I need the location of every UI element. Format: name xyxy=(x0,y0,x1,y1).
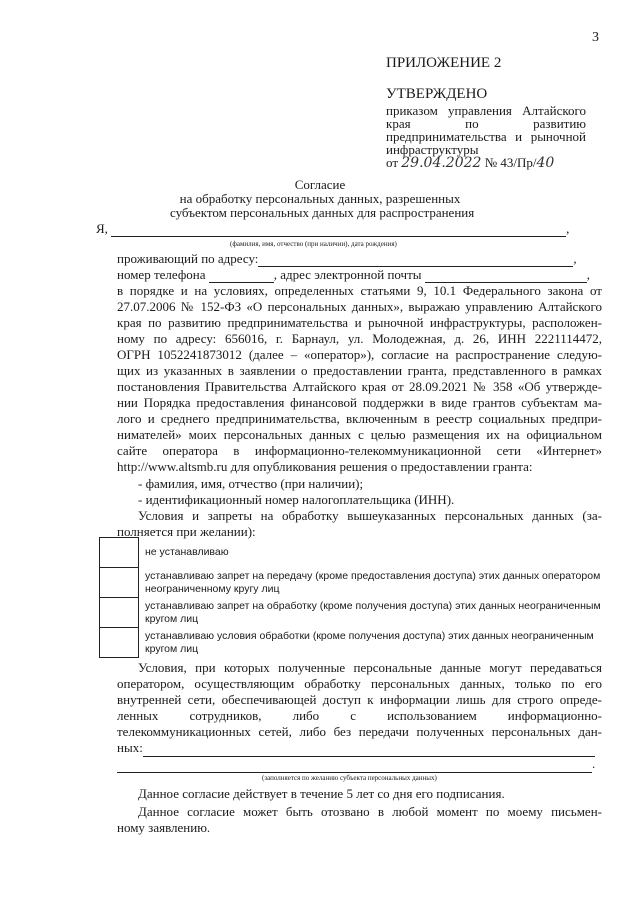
address-label: проживающий по адресу: xyxy=(117,251,259,266)
title-line-1: Согласие xyxy=(294,177,346,192)
body-line: постановления Правительства Алтайского края от 28.09.2021 № 358 «Об утвержде- xyxy=(117,379,602,394)
option-label: устанавливаю условия обработки (кроме получения доступа) этих данных неограниченным кругом лиц xyxy=(145,629,594,655)
body-line: 27.07.2006 № 152-ФЗ «О персональных данных», выражаю управлению Алтайского xyxy=(117,299,602,314)
transfer-line: телекоммуникационных сетей, либо без передачи полученных персональных дан- xyxy=(117,724,602,739)
option-checkbox[interactable] xyxy=(100,538,139,568)
revoke-text: Данное согласие может быть отозвано в любой момент по моему письмен- xyxy=(138,804,602,819)
order-date-prefix: от xyxy=(386,155,399,170)
options-table xyxy=(99,537,606,658)
order-date: 29.04.2022 xyxy=(401,155,482,171)
body-line: нии Порядка предоставления финансовой поддержки в виде грантов субъектам ма- xyxy=(117,395,602,410)
appendix-heading: ПРИЛОЖЕНИЕ 2 xyxy=(386,55,502,71)
address-row: проживающий по адресу: , xyxy=(117,251,577,266)
transfer-line: ленных сотрудников, либо с использованием информационно- xyxy=(117,708,602,723)
transfer-line: оператором, осуществляющим обработку персональных данных, только по его xyxy=(117,676,602,691)
transfer-label: ных: xyxy=(117,740,143,755)
bullet-item: - идентификационный номер налогоплательщика (ИНН). xyxy=(138,492,455,507)
order-reference xyxy=(386,104,586,170)
approved-heading: УТВЕРЖДЕНО xyxy=(386,86,488,102)
revoke-text-end: ному заявлению. xyxy=(117,820,211,835)
address-field[interactable] xyxy=(258,252,573,267)
page-number: 3 xyxy=(592,30,599,45)
body-line: щих из указанных в заявлении о предоставлении гранта, представленного в рамках xyxy=(117,363,602,378)
transfer-field-row-2: . xyxy=(117,756,595,773)
phone-field[interactable] xyxy=(209,268,274,283)
transfer-field-row xyxy=(117,740,595,757)
i-label: Я, xyxy=(96,221,108,236)
body-line: лого и среднего предпринимательства, включенным в реестр социальных предпри- xyxy=(117,411,602,426)
transfer-field-2[interactable] xyxy=(117,756,592,773)
email-field[interactable] xyxy=(425,268,587,283)
option-label: устанавливаю запрет на передачу (кроме предоставления доступа) этих данных оператором неограниченному кругу лиц xyxy=(145,569,601,595)
transfer-line: внутренней сети, обеспечивающей доступ к информации лишь для строго опреде- xyxy=(117,692,602,707)
order-text: приказом управления Алтайского края по развитию предпринимательства и рыночной инфраструктуры xyxy=(386,103,586,157)
order-number-prefix: № 43/Пр/ xyxy=(484,155,537,170)
conditions-intro-end: полняется при желании): xyxy=(117,524,256,539)
option-checkbox[interactable] xyxy=(100,598,139,628)
body-last-line: http://www.altsmb.ru для опубликования решения о предоставлении гранта: xyxy=(117,459,533,474)
option-checkbox[interactable] xyxy=(100,568,139,598)
subject-caption: (заполняется по желанию субъекта персональных данных) xyxy=(262,774,437,782)
body-line: ному по адресу: 656016, г. Барнаул, ул. Молодежная, д. 26, ИНН 2221114472, xyxy=(117,331,602,346)
email-label: , адрес электронной почты xyxy=(273,267,422,282)
option-checkbox[interactable] xyxy=(100,628,139,658)
fio-caption: (фамилия, имя, отчество (при наличии), дата рождения) xyxy=(230,240,397,248)
order-number-hand: 40 xyxy=(536,155,555,171)
option-label: устанавливаю запрет на обработку (кроме получения доступа) этих данных неограниченным кругом лиц xyxy=(145,599,601,625)
transfer-line: Условия, при которых полученные персональные данные могут передаваться xyxy=(138,660,602,675)
phone-label: номер телефона xyxy=(117,267,206,282)
title-line-2: на обработку персональных данных, разрешенных xyxy=(179,191,461,206)
title-line-3: субъектом персональных данных для распространения xyxy=(170,205,475,220)
body-line: сайте оператора в информационно-телекоммуникационной сети «Интернет» xyxy=(117,443,602,458)
body-line: края по развитию предпринимательства и рыночной инфраструктуры, расположен- xyxy=(117,315,602,330)
body-line: ОГРН 1052241873012 (далее – «оператор»), согласие на распространение следую- xyxy=(117,347,602,362)
bullet-item: - фамилия, имя, отчество (при наличии); xyxy=(138,476,364,491)
fio-row: Я, , xyxy=(96,221,570,236)
body-line: в порядке и на условиях, определенных статьями 9, 10.1 Федерального закона от xyxy=(117,283,602,298)
fio-field[interactable] xyxy=(111,222,566,237)
validity-text: Данное согласие действует в течение 5 лет со дня его подписания. xyxy=(138,786,505,801)
contact-row: номер телефона , адрес электронной почты , xyxy=(117,267,591,282)
body-line: нимателей» моих персональных данных с целью размещения их на официальном xyxy=(117,427,602,442)
transfer-field[interactable] xyxy=(143,740,595,757)
option-label: не устанавливаю xyxy=(145,546,229,558)
conditions-intro: Условия и запреты на обработку вышеуказанных персональных данных (за- xyxy=(138,508,602,523)
